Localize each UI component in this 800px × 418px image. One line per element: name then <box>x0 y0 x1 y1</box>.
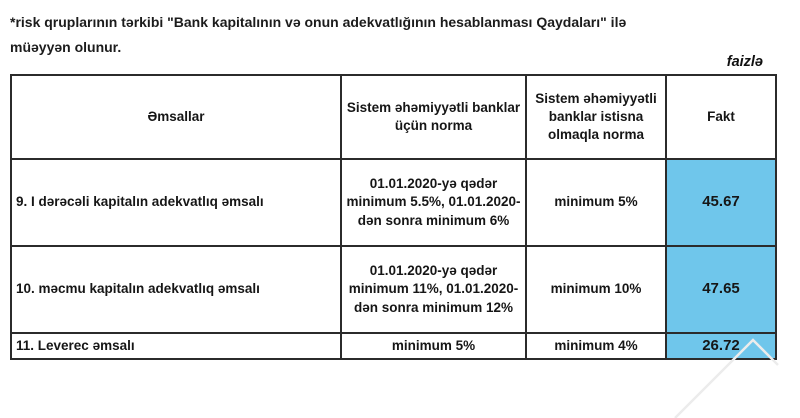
row-sys-norm: 01.01.2020-yə qədər minimum 5.5%, 01.01.2020-dən sonra minimum 6% <box>341 159 526 246</box>
header-emsallar: Əmsallar <box>11 75 341 159</box>
row-name: 11. Leverec əmsalı <box>11 333 341 359</box>
row-sys-norm: minimum 5% <box>341 333 526 359</box>
table-row <box>11 333 776 359</box>
row-fakt-value: 45.67 <box>666 159 776 246</box>
table-header-row <box>11 75 776 159</box>
capital-adequacy-table <box>10 74 777 360</box>
header-nonsys-norm: Sistem əhəmiyyətli banklar istisna olmaqla norma <box>526 75 666 159</box>
row-fakt-value: 26.72 <box>666 333 776 359</box>
row-name: 10. məcmu kapitalın adekvatlıq əmsalı <box>11 246 341 333</box>
row-name: 9. I dərəcəli kapitalın adekvatlıq əmsalı <box>11 159 341 246</box>
table-row <box>11 246 776 333</box>
header-sys-norm: Sistem əhəmiyyətli banklar üçün norma <box>341 75 526 159</box>
footnote-text: *risk qruplarının tərkibi "Bank kapitalının və onun adekvatlığının hesablanması Qaydaları" ilə müəyyən olunur. <box>10 14 627 55</box>
row-fakt-value: 47.65 <box>666 246 776 333</box>
unit-label-faizle: faizlə <box>726 54 763 70</box>
table-row <box>11 159 776 246</box>
row-nonsys-norm: minimum 10% <box>526 246 666 333</box>
header-fakt: Fakt <box>666 75 776 159</box>
row-nonsys-norm: minimum 5% <box>526 159 666 246</box>
row-nonsys-norm: minimum 4% <box>526 333 666 359</box>
row-sys-norm: 01.01.2020-yə qədər minimum 11%, 01.01.2020-dən sonra minimum 12% <box>341 246 526 333</box>
